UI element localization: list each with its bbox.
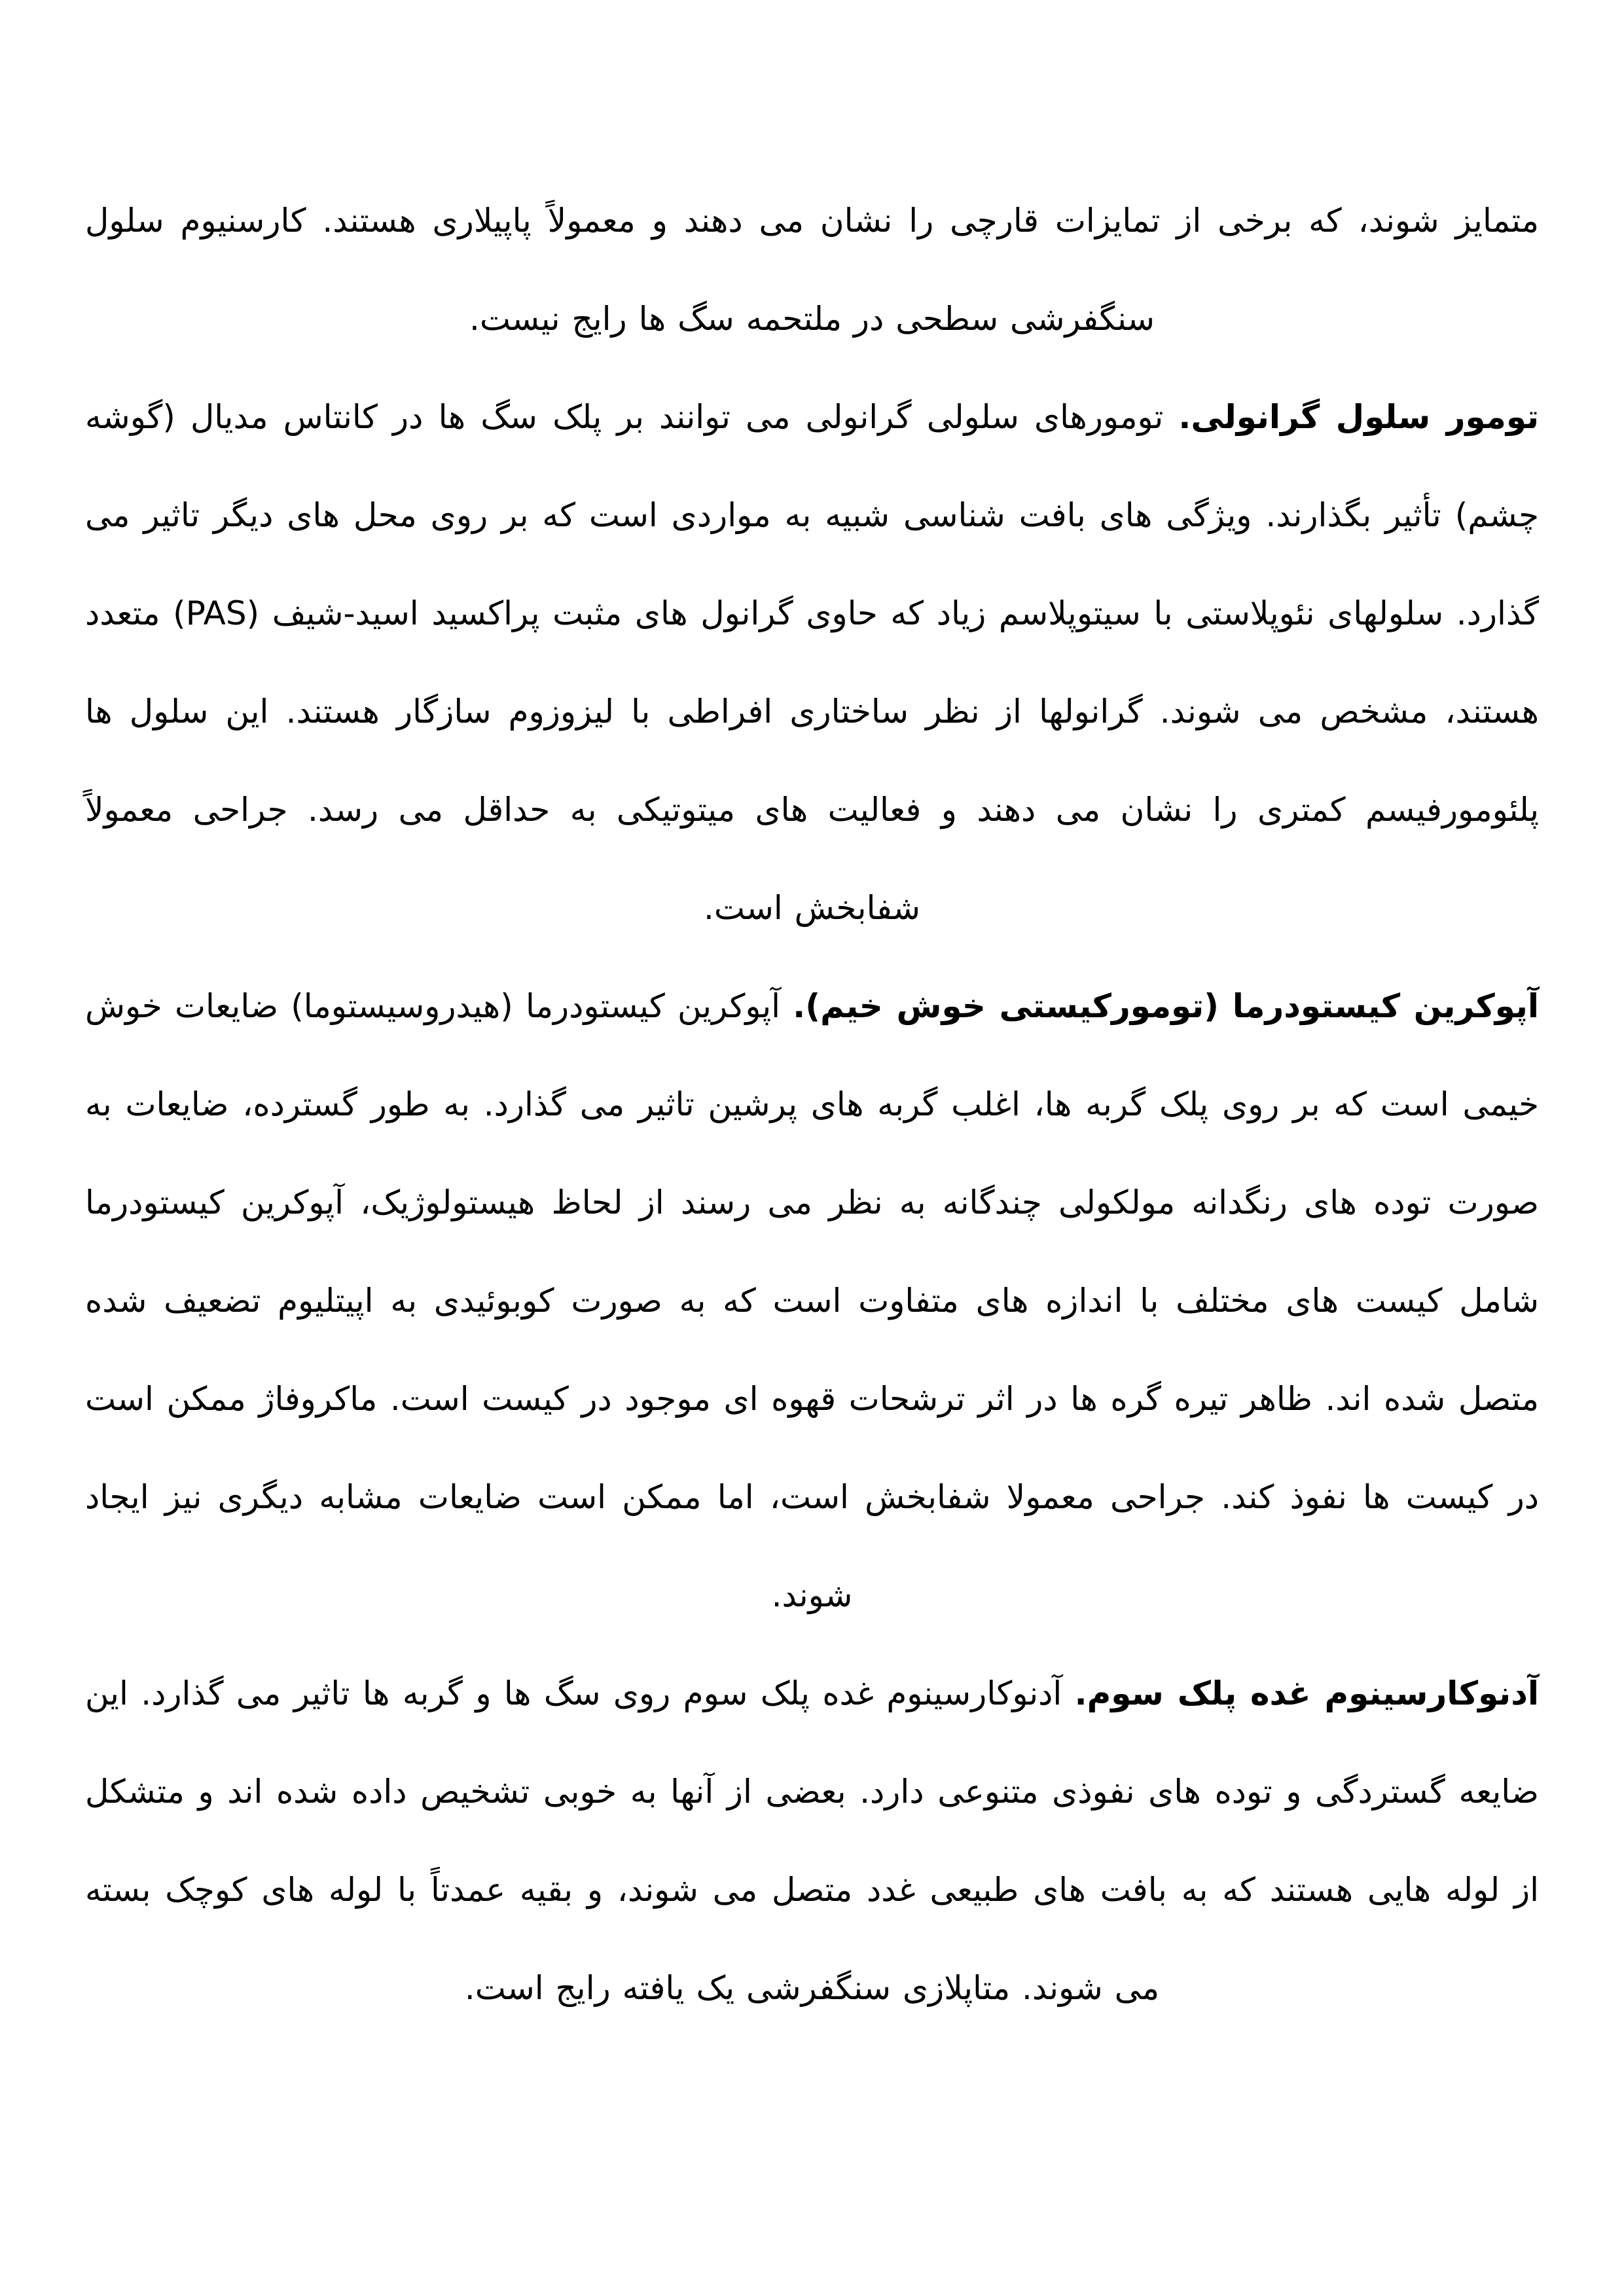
paragraph-text: تومورهای سلولی گرانولی می توانند بر پلک سگ ها در کانتاس مدیال (گوشه چشم) تأثیر بگذارند. ویژگی های بافت شناسی شبیه به مواردی است که بر روی محل های دیگر تاثیر می گذارد. سلولهای نئوپلاستی با سیتوپلاسم زیاد که حاوی گرانول های مثبت پراکسید اسید-شیف (PAS) متعدد هستند، مشخص می شوند. گرانولها از نظر ساختاری افراطی با لیزوزوم سازگار هستند. این سلول ها پلئومورفیسم کمتری را نشان می دهند و فعالیت های میتوتیکی به حداقل می رسد. جراحی معمولاً شفابخش است.	[85, 398, 1539, 927]
paragraph-text: متمایز شوند، که برخی از تمایزات قارچی را نشان می دهند و معمولاً پاپیلاری هستند. کارسنیوم سلول سنگفرشی سطحی در ملتحمه سگ ها رایج نیست.	[85, 202, 1539, 338]
paragraph-apocrine-cystadenoma	[85, 957, 1539, 1644]
paragraph-squamous-cell-continuation	[85, 172, 1539, 368]
paragraph-text: آپوکرین کیستودرما (هیدروسیستوما) ضایعات خوش خیمی است که بر روی پلک گربه ها، اغلب گربه های پرشین تاثیر می گذارد. به طور گسترده، ضایعات به صورت توده های رنگدانه مولکولی چندگانه به نظر می رسند از لحاظ هیستولوژیک، آپوکرین کیستودرما شامل کیست های مختلف با اندازه های متفاوت است که به صورت کوبوئیدی به اپیتلیوم تضعیف شده متصل شده اند. ظاهر تیره گره ها در اثر ترشحات قهوه ای موجود در کیست است. ماکروفاژ ممکن است در کیست ها نفوذ کند. جراحی معمولا شفابخش است، اما ممکن است ضایعات مشابه دیگری نیز ایجاد شوند.	[85, 987, 1539, 1614]
paragraph-third-eyelid-adenocarcinoma	[85, 1644, 1539, 2037]
paragraph-lead-bold: آپوکرین کیستودرما (تومورکیستی خوش خیم).	[793, 987, 1539, 1025]
paragraph-granular-cell-tumor	[85, 368, 1539, 957]
paragraph-lead-bold: آدنوکارسینوم غده پلک سوم.	[1074, 1674, 1539, 1712]
paragraph-text: آدنوکارسینوم غده پلک سوم روی سگ ها و گربه ها تاثیر می گذارد. این ضایعه گستردگی و توده های نفوذی متنوعی دارد. بعضی از آنها به خوبی تشخیص داده شده اند و متشکل از لوله هایی هستند که به بافت های طبیعی غدد متصل می شوند، و بقیه عمدتاً با لوله های کوچک بسته می شوند. متاپلازی سنگفرشی یک یافته رایج است.	[85, 1674, 1539, 2007]
paragraph-lead-bold: تومور سلول گرانولی.	[1178, 398, 1539, 436]
